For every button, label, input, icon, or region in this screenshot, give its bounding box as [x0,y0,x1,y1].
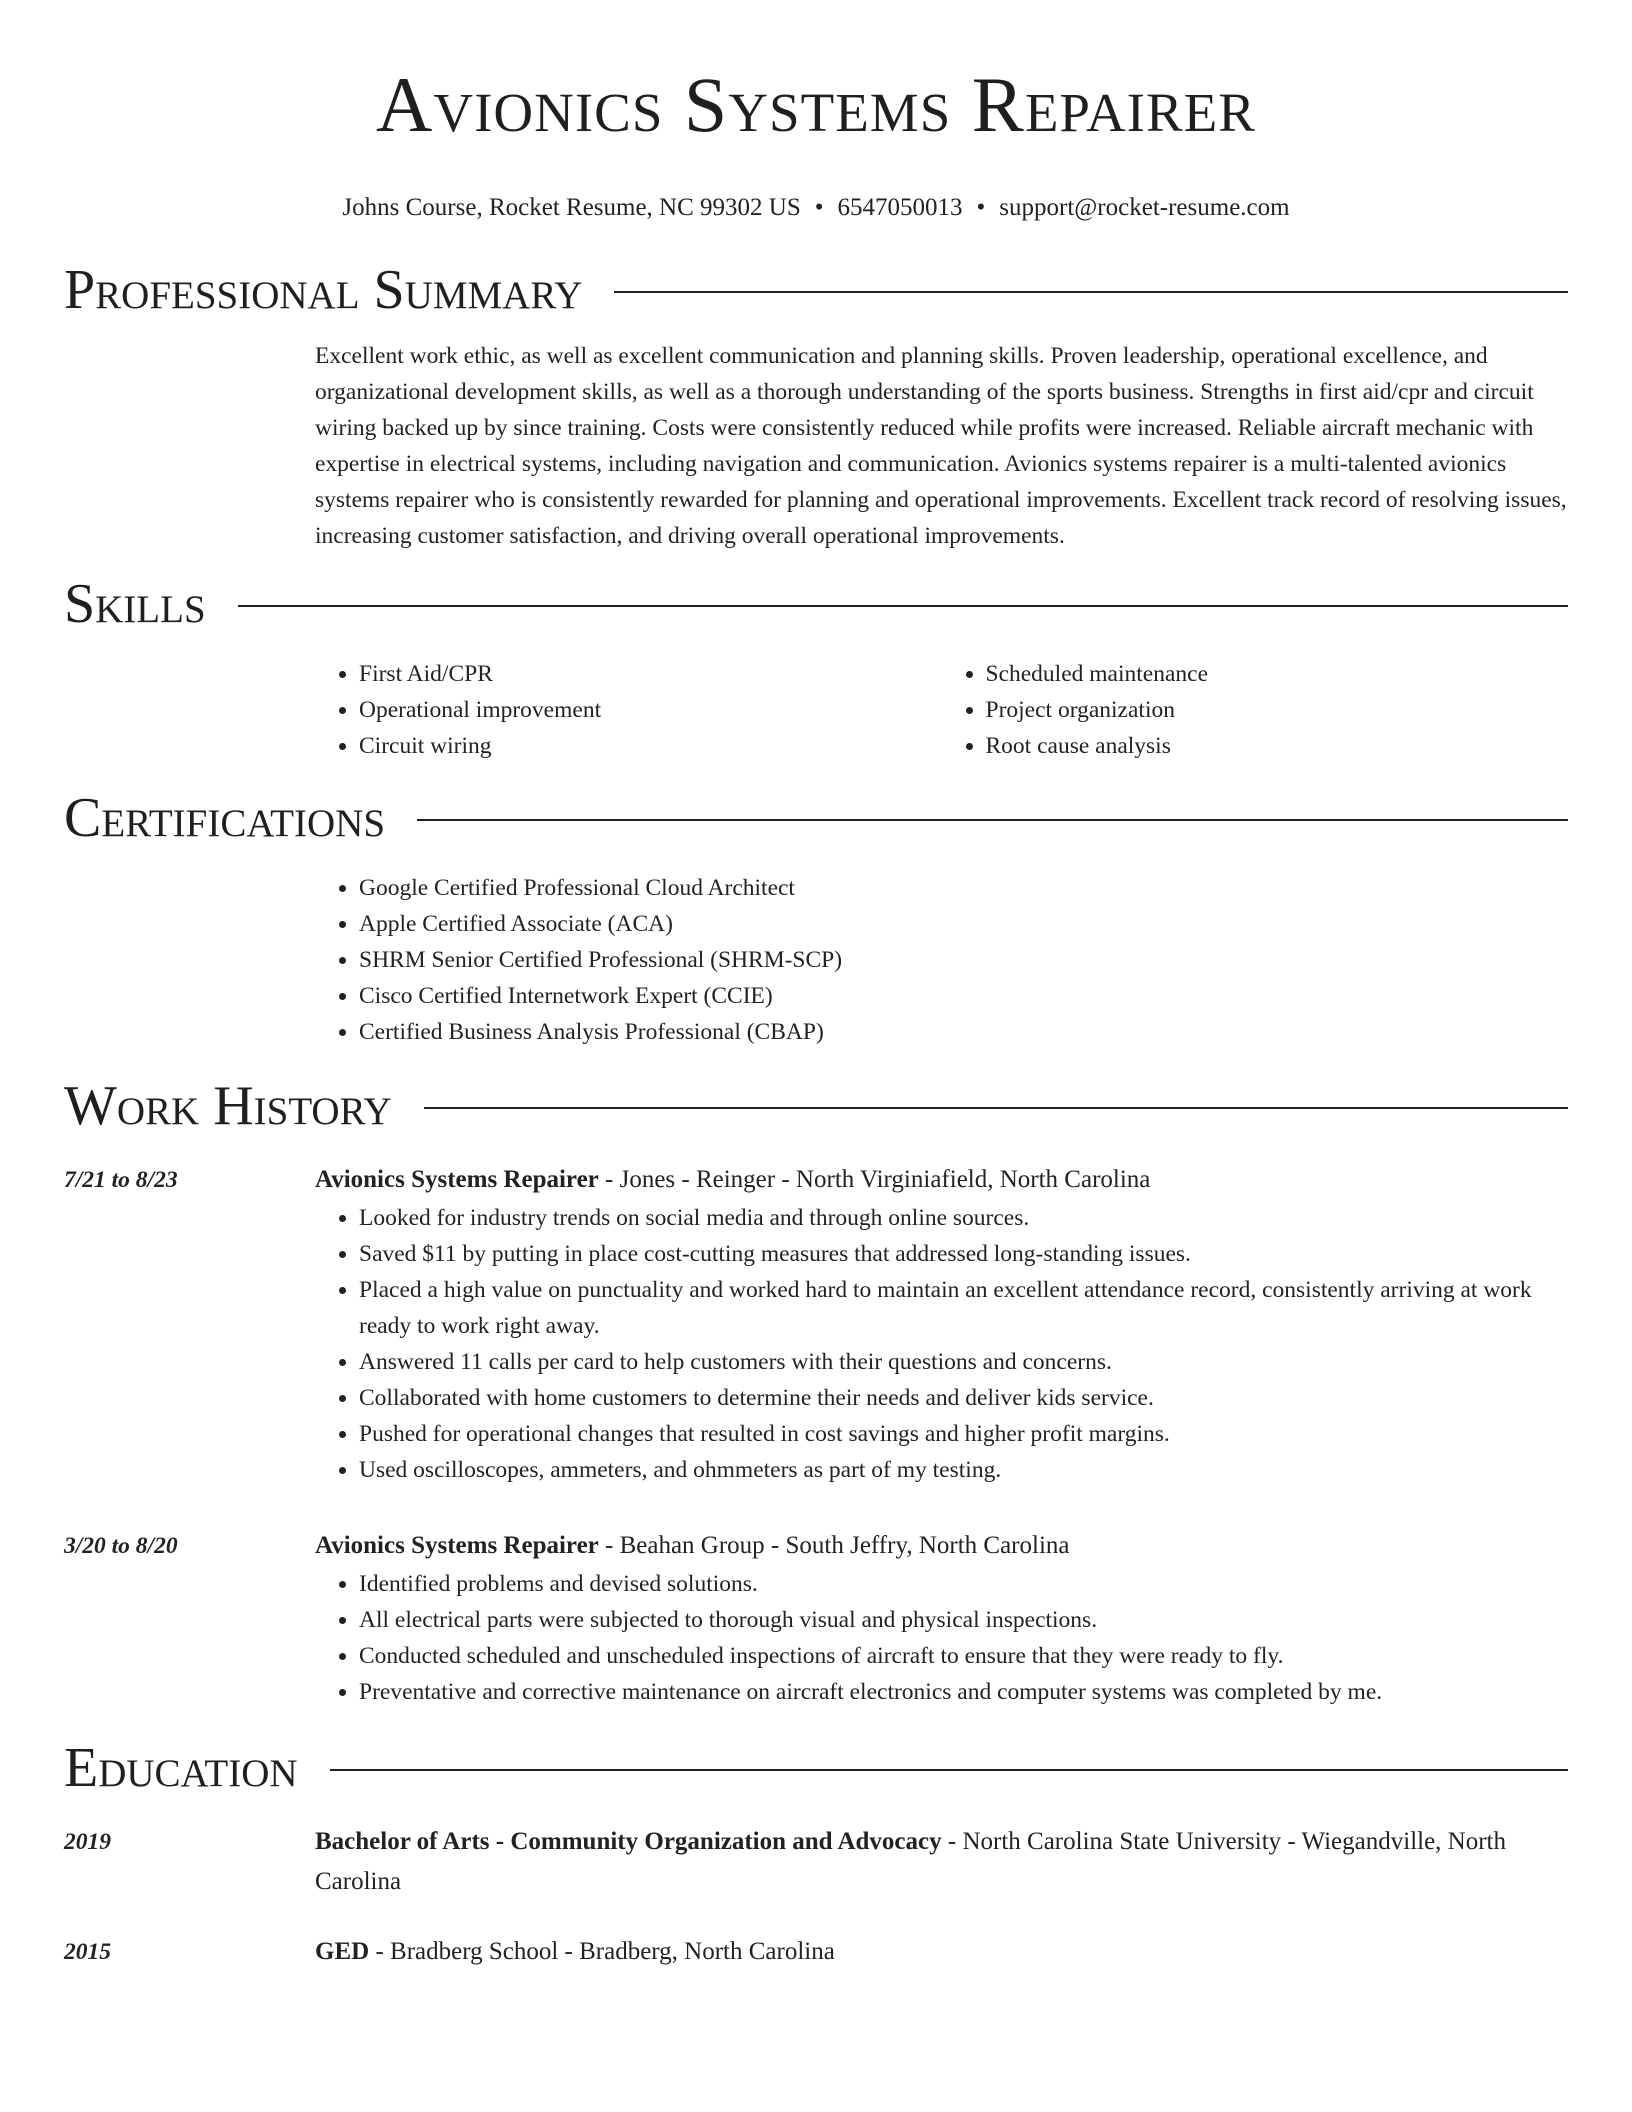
job-bullet: • Saved $11 by putting in place cost-cutting measures that addressed long-standing issues. [359,1236,1568,1272]
education-degree: Bachelor of Arts - Community Organization and Advocacy [315,1828,942,1855]
job-title: Avionics Systems Repairer [315,1166,599,1193]
job-entry [64,1160,1568,1488]
summary-header [64,258,1568,322]
contact-address: Johns Course, Rocket Resume, NC 99302 US [342,194,801,221]
candidate-name: Avionics Systems Repairer [376,61,1256,148]
section-divider [330,1769,1568,1771]
skills-grid [315,656,1568,764]
job-title: Avionics Systems Repairer [315,1532,599,1559]
contact-phone: 6547050013 [837,194,963,221]
education-entry [64,1932,1568,1972]
job-bullets [315,1200,1568,1488]
education-entry [64,1822,1568,1902]
job-bullet: • Preventative and corrective maintenance on aircraft electronics and computer systems was completed by me. [359,1674,1568,1710]
education-details: - Bradberg School - Bradberg, North Carolina [369,1938,835,1965]
skill-item: • Root cause analysis [986,728,1569,764]
section-title-certifications: Certifications [64,787,386,849]
skills-list-left [315,656,942,764]
skill-item: • Project organization [986,692,1569,728]
job-bullet: • All electrical parts were subjected to thorough visual and physical inspections. [359,1602,1568,1638]
section-divider [424,1107,1568,1109]
education-header [64,1736,1568,1800]
contact-line [64,192,1568,224]
skill-item: • Operational improvement [359,692,942,728]
certification-item: • Apple Certified Associate (ACA) [359,906,1568,942]
certification-item: • SHRM Senior Certified Professional (SHRM-SCP) [359,942,1568,978]
job-bullet: • Answered 11 calls per card to help customers with their questions and concerns. [359,1344,1568,1380]
certification-item: • Google Certified Professional Cloud Architect [359,870,1568,906]
certifications-section [64,786,1568,1050]
contact-separator: • [976,194,986,221]
section-divider [238,605,1568,607]
job-content [315,1526,1568,1710]
job-content [315,1160,1568,1488]
skill-item: • Circuit wiring [359,728,942,764]
job-bullet: • Collaborated with home customers to determine their needs and deliver kids service. [359,1380,1568,1416]
skills-header [64,572,1568,636]
skills-list-right [942,656,1569,764]
education-degree: GED [315,1938,370,1965]
work-history-header [64,1074,1568,1138]
education-content [315,1822,1568,1902]
section-title-work-history: Work History [64,1075,392,1137]
education-content [315,1932,1568,1972]
section-divider [417,819,1568,821]
job-bullet: • Conducted scheduled and unscheduled inspections of aircraft to ensure that they were ready to fly. [359,1638,1568,1674]
job-bullet: • Pushed for operational changes that resulted in cost savings and higher profit margins. [359,1416,1568,1452]
education-section [64,1736,1568,1972]
education-year: 2019 [64,1829,111,1855]
certifications-list [315,870,1568,1050]
section-title-summary: Professional Summary [64,259,583,321]
education-details: - North Carolina State University - Wiegandville, North Carolina [315,1828,1507,1895]
certification-item: • Cisco Certified Internetwork Expert (CCIE) [359,978,1568,1014]
work-history-section [64,1074,1568,1710]
section-title-education: Education [64,1737,298,1799]
job-details: - Beahan Group - South Jeffry, North Carolina [598,1532,1070,1559]
job-bullet: • Placed a high value on punctuality and worked hard to maintain an excellent attendance record, consistently arriving at work ready to work right away. [359,1272,1568,1344]
skills-body [315,656,1568,764]
skills-section [64,572,1568,764]
summary-text: Excellent work ethic, as well as excellent communication and planning skills. Proven leadership, operational excellence, and organizational development skills, as well as a thorough understanding of the sports business. Strengths in first aid/cpr and circuit wiring backed up by since training. Costs were consistently reduced while profits were increased. Reliable aircraft mechanic with expertise in electrical systems, including navigation and communication. Avionics systems repairer is a multi-talented avionics systems repairer who is consistently rewarded for planning and operational improvements. Excellent track record of resolving issues, increasing customer satisfaction, and driving overall operational improvements. [315,343,1567,549]
job-bullets [315,1566,1568,1710]
skill-item: • First Aid/CPR [359,656,942,692]
education-year: 2015 [64,1939,111,1965]
job-entry [64,1526,1568,1710]
certifications-body [315,870,1568,1050]
job-bullet: • Used oscilloscopes, ammeters, and ohmmeters as part of my testing. [359,1452,1568,1488]
job-dates: 3/20 to 8/20 [64,1533,178,1559]
job-details: - Jones - Reinger - North Virginiafield, North Carolina [598,1166,1151,1193]
job-heading [315,1160,1568,1200]
summary-section [64,258,1568,554]
section-title-skills: Skills [64,573,206,635]
section-divider [614,291,1568,293]
skill-item: • Scheduled maintenance [986,656,1569,692]
certifications-header [64,786,1568,850]
certification-item: • Certified Business Analysis Professional (CBAP) [359,1014,1568,1050]
job-bullet: • Identified problems and devised solutions. [359,1566,1568,1602]
job-heading [315,1526,1568,1566]
job-bullet: • Looked for industry trends on social media and through online sources. [359,1200,1568,1236]
contact-separator: • [814,194,824,221]
job-dates: 7/21 to 8/23 [64,1167,178,1193]
contact-email: support@rocket-resume.com [999,194,1290,221]
